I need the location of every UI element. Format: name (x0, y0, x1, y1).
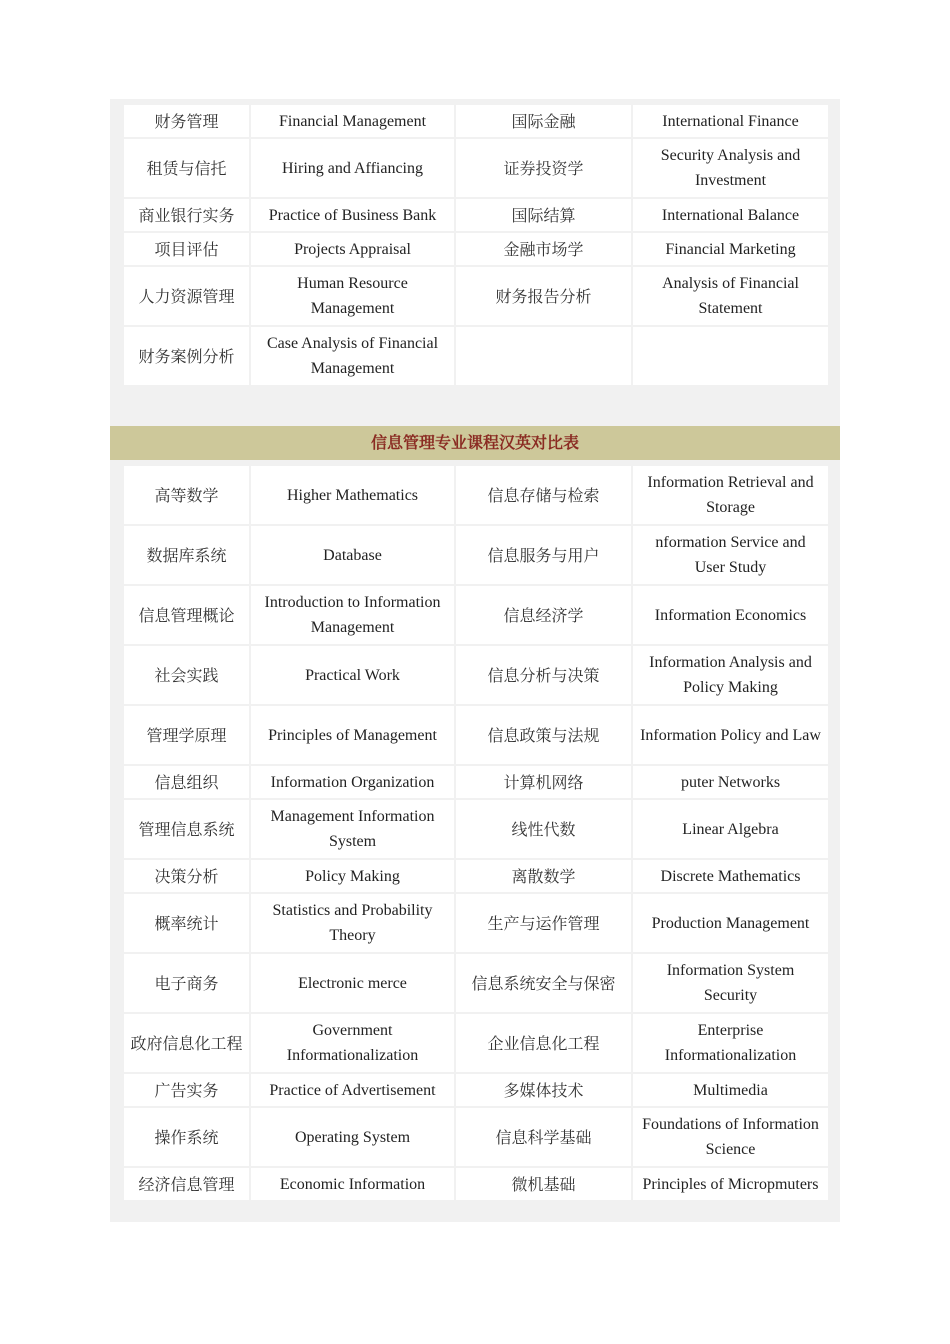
course-name-zh: 信息经济学 (456, 586, 631, 644)
course-name-zh: 管理学原理 (124, 706, 249, 764)
course-name-zh: 离散数学 (456, 860, 631, 892)
course-name-zh (456, 327, 631, 385)
course-name-zh: 国际金融 (456, 105, 631, 137)
course-name-en: Financial Management (251, 105, 454, 137)
course-name-en: Linear Algebra (633, 800, 828, 858)
course-name-en: Human Resource Management (251, 267, 454, 325)
course-name-en: puter Networks (633, 766, 828, 798)
course-name-zh: 操作系统 (124, 1108, 249, 1166)
course-name-zh: 数据库系统 (124, 526, 249, 584)
course-name-en: Hiring and Affiancing (251, 139, 454, 197)
course-name-en: Electronic merce (251, 954, 454, 1012)
course-name-zh: 微机基础 (456, 1168, 631, 1200)
course-name-zh: 社会实践 (124, 646, 249, 704)
table-row (124, 1014, 828, 1072)
course-name-zh: 证券投资学 (456, 139, 631, 197)
course-name-zh: 线性代数 (456, 800, 631, 858)
table-row (124, 526, 828, 584)
course-name-en: Government Informationalization (251, 1014, 454, 1072)
table-row (124, 1074, 828, 1106)
course-name-zh: 经济信息管理 (124, 1168, 249, 1200)
table-row (124, 706, 828, 764)
course-name-en: Higher Mathematics (251, 466, 454, 524)
course-name-zh: 商业银行实务 (124, 199, 249, 231)
course-name-zh: 信息组织 (124, 766, 249, 798)
course-name-en: Practice of Business Bank (251, 199, 454, 231)
table-row (124, 199, 828, 231)
course-name-zh: 决策分析 (124, 860, 249, 892)
course-name-zh: 计算机网络 (456, 766, 631, 798)
course-name-en: Principles of Management (251, 706, 454, 764)
table-row (124, 860, 828, 892)
table-row (124, 1168, 828, 1200)
course-name-en: Practical Work (251, 646, 454, 704)
course-name-en: Information Economics (633, 586, 828, 644)
course-name-en: Management Information System (251, 800, 454, 858)
course-name-zh: 管理信息系统 (124, 800, 249, 858)
course-name-en: Enterprise Informationalization (633, 1014, 828, 1072)
course-name-zh: 财务管理 (124, 105, 249, 137)
table-row (124, 1108, 828, 1166)
course-name-zh: 信息存储与检索 (456, 466, 631, 524)
course-name-en (633, 327, 828, 385)
course-name-en: Information Analysis and Policy Making (633, 646, 828, 704)
course-name-zh: 企业信息化工程 (456, 1014, 631, 1072)
course-name-zh: 信息服务与用户 (456, 526, 631, 584)
course-name-zh: 政府信息化工程 (124, 1014, 249, 1072)
course-name-zh: 人力资源管理 (124, 267, 249, 325)
course-name-en: nformation Service and User Study (633, 526, 828, 584)
course-name-zh: 财务报告分析 (456, 267, 631, 325)
course-comparison-panel (110, 99, 840, 1222)
course-name-zh: 生产与运作管理 (456, 894, 631, 952)
course-name-en: Introduction to Information Management (251, 586, 454, 644)
course-name-zh: 概率统计 (124, 894, 249, 952)
course-name-en: Policy Making (251, 860, 454, 892)
course-name-en: International Finance (633, 105, 828, 137)
course-name-en: Principles of Micropmuters (633, 1168, 828, 1200)
course-name-zh: 广告实务 (124, 1074, 249, 1106)
info-management-course-body (124, 466, 828, 1200)
course-name-zh: 多媒体技术 (456, 1074, 631, 1106)
section-title: 信息管理专业课程汉英对比表 (110, 426, 840, 460)
table-row (124, 954, 828, 1012)
course-name-en: Analysis of Financial Statement (633, 267, 828, 325)
course-name-en: Financial Marketing (633, 233, 828, 265)
table-row (124, 139, 828, 197)
course-name-zh: 金融市场学 (456, 233, 631, 265)
course-name-zh: 信息管理概论 (124, 586, 249, 644)
course-name-zh: 信息系统安全与保密 (456, 954, 631, 1012)
course-name-zh: 电子商务 (124, 954, 249, 1012)
table-row (124, 586, 828, 644)
course-name-zh: 高等数学 (124, 466, 249, 524)
course-name-en: Foundations of Information Science (633, 1108, 828, 1166)
course-name-en: Discrete Mathematics (633, 860, 828, 892)
course-name-en: Statistics and Probability Theory (251, 894, 454, 952)
course-name-en: Multimedia (633, 1074, 828, 1106)
course-name-en: International Balance (633, 199, 828, 231)
table-row (124, 327, 828, 385)
table-row (124, 233, 828, 265)
course-name-en: Information Retrieval and Storage (633, 466, 828, 524)
table-row (124, 894, 828, 952)
table-row (124, 766, 828, 798)
info-management-course-table (122, 464, 830, 1202)
course-name-zh: 国际结算 (456, 199, 631, 231)
course-name-en: Information Policy and Law (633, 706, 828, 764)
course-name-zh: 项目评估 (124, 233, 249, 265)
course-name-en: Information System Security (633, 954, 828, 1012)
table-row (124, 646, 828, 704)
course-name-en: Practice of Advertisement (251, 1074, 454, 1106)
course-name-zh: 租赁与信托 (124, 139, 249, 197)
finance-course-table (122, 103, 830, 387)
course-name-zh: 信息科学基础 (456, 1108, 631, 1166)
course-name-en: Case Analysis of Financial Management (251, 327, 454, 385)
table-row (124, 105, 828, 137)
finance-course-body (124, 105, 828, 385)
table-row (124, 466, 828, 524)
course-name-zh: 信息分析与决策 (456, 646, 631, 704)
course-name-en: Information Organization (251, 766, 454, 798)
course-name-en: Database (251, 526, 454, 584)
course-name-en: Operating System (251, 1108, 454, 1166)
course-name-en: Security Analysis and Investment (633, 139, 828, 197)
course-name-zh: 财务案例分析 (124, 327, 249, 385)
course-name-zh: 信息政策与法规 (456, 706, 631, 764)
course-name-en: Projects Appraisal (251, 233, 454, 265)
course-name-en: Economic Information (251, 1168, 454, 1200)
table-row (124, 800, 828, 858)
table-row (124, 267, 828, 325)
course-name-en: Production Management (633, 894, 828, 952)
